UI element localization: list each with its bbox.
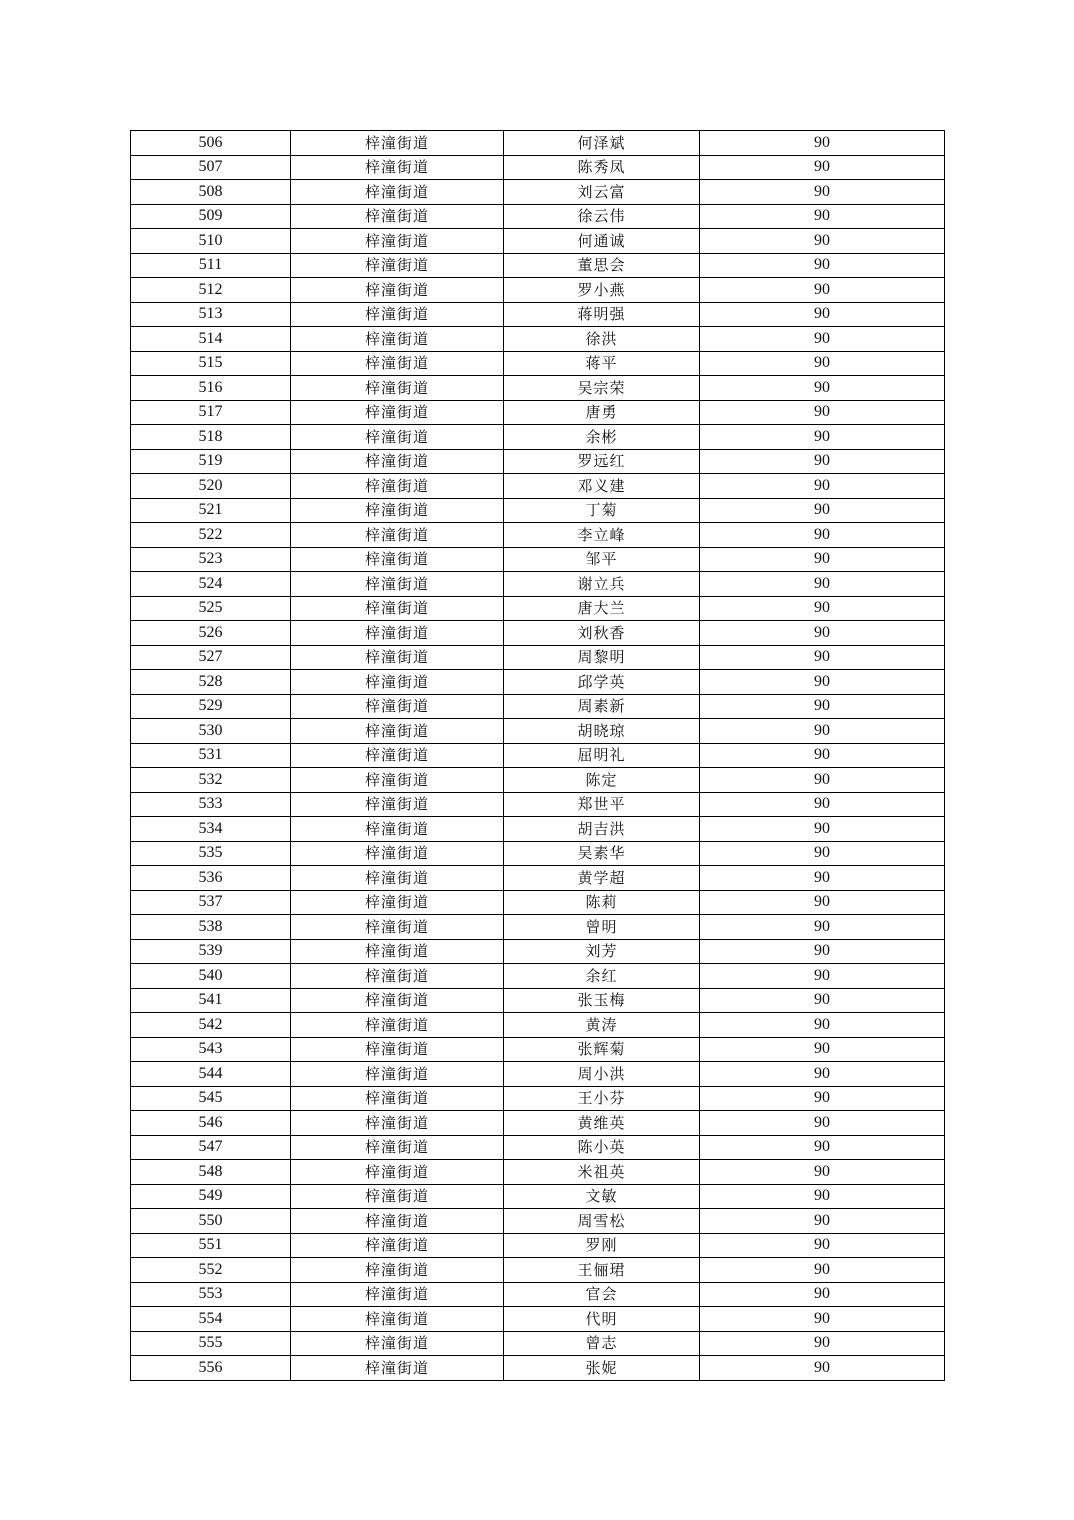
row-number-cell: 524 <box>131 572 291 597</box>
row-number-cell: 507 <box>131 155 291 180</box>
name-cell: 陈小英 <box>504 1135 700 1160</box>
score-cell: 90 <box>700 1160 945 1185</box>
street-cell: 梓潼街道 <box>291 351 504 376</box>
street-cell: 梓潼街道 <box>291 204 504 229</box>
street-cell: 梓潼街道 <box>291 1135 504 1160</box>
roster-table <box>130 130 945 1381</box>
table-row <box>131 621 945 646</box>
row-number-cell: 537 <box>131 890 291 915</box>
roster-table-body <box>131 131 945 1381</box>
table-row <box>131 988 945 1013</box>
row-number-cell: 515 <box>131 351 291 376</box>
table-row <box>131 474 945 499</box>
score-cell: 90 <box>700 817 945 842</box>
score-cell: 90 <box>700 939 945 964</box>
street-cell: 梓潼街道 <box>291 817 504 842</box>
row-number-cell: 553 <box>131 1282 291 1307</box>
row-number-cell: 509 <box>131 204 291 229</box>
street-cell: 梓潼街道 <box>291 302 504 327</box>
name-cell: 董思会 <box>504 253 700 278</box>
name-cell: 刘云富 <box>504 180 700 205</box>
name-cell: 曾明 <box>504 915 700 940</box>
score-cell: 90 <box>700 1037 945 1062</box>
row-number-cell: 538 <box>131 915 291 940</box>
street-cell: 梓潼街道 <box>291 572 504 597</box>
street-cell: 梓潼街道 <box>291 155 504 180</box>
name-cell: 刘芳 <box>504 939 700 964</box>
row-number-cell: 536 <box>131 866 291 891</box>
row-number-cell: 518 <box>131 425 291 450</box>
row-number-cell: 529 <box>131 694 291 719</box>
name-cell: 蒋平 <box>504 351 700 376</box>
street-cell: 梓潼街道 <box>291 596 504 621</box>
score-cell: 90 <box>700 719 945 744</box>
score-cell: 90 <box>700 1356 945 1381</box>
table-row <box>131 866 945 891</box>
name-cell: 罗远红 <box>504 449 700 474</box>
table-row <box>131 278 945 303</box>
table-row <box>131 229 945 254</box>
name-cell: 陈莉 <box>504 890 700 915</box>
row-number-cell: 556 <box>131 1356 291 1381</box>
table-row <box>131 694 945 719</box>
table-row <box>131 376 945 401</box>
score-cell: 90 <box>700 449 945 474</box>
table-row <box>131 792 945 817</box>
street-cell: 梓潼街道 <box>291 327 504 352</box>
row-number-cell: 554 <box>131 1307 291 1332</box>
name-cell: 胡晓琼 <box>504 719 700 744</box>
name-cell: 何通诚 <box>504 229 700 254</box>
score-cell: 90 <box>700 351 945 376</box>
score-cell: 90 <box>700 621 945 646</box>
name-cell: 陈秀凤 <box>504 155 700 180</box>
street-cell: 梓潼街道 <box>291 866 504 891</box>
name-cell: 黄涛 <box>504 1013 700 1038</box>
table-row <box>131 1233 945 1258</box>
row-number-cell: 508 <box>131 180 291 205</box>
score-cell: 90 <box>700 890 945 915</box>
name-cell: 唐勇 <box>504 400 700 425</box>
street-cell: 梓潼街道 <box>291 1037 504 1062</box>
name-cell: 米祖英 <box>504 1160 700 1185</box>
row-number-cell: 541 <box>131 988 291 1013</box>
street-cell: 梓潼街道 <box>291 180 504 205</box>
name-cell: 张辉菊 <box>504 1037 700 1062</box>
street-cell: 梓潼街道 <box>291 1258 504 1283</box>
name-cell: 文敏 <box>504 1184 700 1209</box>
table-row <box>131 1086 945 1111</box>
row-number-cell: 510 <box>131 229 291 254</box>
row-number-cell: 522 <box>131 523 291 548</box>
row-number-cell: 523 <box>131 547 291 572</box>
score-cell: 90 <box>700 327 945 352</box>
street-cell: 梓潼街道 <box>291 278 504 303</box>
row-number-cell: 513 <box>131 302 291 327</box>
street-cell: 梓潼街道 <box>291 694 504 719</box>
table-row <box>131 547 945 572</box>
score-cell: 90 <box>700 792 945 817</box>
table-row <box>131 1184 945 1209</box>
name-cell: 周小洪 <box>504 1062 700 1087</box>
name-cell: 蒋明强 <box>504 302 700 327</box>
table-row <box>131 645 945 670</box>
name-cell: 郑世平 <box>504 792 700 817</box>
table-row <box>131 1258 945 1283</box>
table-row <box>131 1331 945 1356</box>
name-cell: 周黎明 <box>504 645 700 670</box>
score-cell: 90 <box>700 253 945 278</box>
street-cell: 梓潼街道 <box>291 498 504 523</box>
street-cell: 梓潼街道 <box>291 376 504 401</box>
street-cell: 梓潼街道 <box>291 1209 504 1234</box>
street-cell: 梓潼街道 <box>291 792 504 817</box>
name-cell: 周雪松 <box>504 1209 700 1234</box>
name-cell: 唐大兰 <box>504 596 700 621</box>
table-row <box>131 1209 945 1234</box>
street-cell: 梓潼街道 <box>291 890 504 915</box>
score-cell: 90 <box>700 131 945 156</box>
score-cell: 90 <box>700 1062 945 1087</box>
street-cell: 梓潼街道 <box>291 474 504 499</box>
row-number-cell: 516 <box>131 376 291 401</box>
score-cell: 90 <box>700 474 945 499</box>
street-cell: 梓潼街道 <box>291 1160 504 1185</box>
row-number-cell: 520 <box>131 474 291 499</box>
table-row <box>131 204 945 229</box>
score-cell: 90 <box>700 278 945 303</box>
score-cell: 90 <box>700 866 945 891</box>
street-cell: 梓潼街道 <box>291 1013 504 1038</box>
score-cell: 90 <box>700 400 945 425</box>
table-row <box>131 302 945 327</box>
row-number-cell: 534 <box>131 817 291 842</box>
row-number-cell: 533 <box>131 792 291 817</box>
score-cell: 90 <box>700 841 945 866</box>
score-cell: 90 <box>700 694 945 719</box>
row-number-cell: 552 <box>131 1258 291 1283</box>
street-cell: 梓潼街道 <box>291 645 504 670</box>
row-number-cell: 514 <box>131 327 291 352</box>
street-cell: 梓潼街道 <box>291 1282 504 1307</box>
table-row <box>131 1135 945 1160</box>
score-cell: 90 <box>700 204 945 229</box>
street-cell: 梓潼街道 <box>291 1086 504 1111</box>
name-cell: 罗刚 <box>504 1233 700 1258</box>
table-row <box>131 670 945 695</box>
name-cell: 黄学超 <box>504 866 700 891</box>
name-cell: 王俪珺 <box>504 1258 700 1283</box>
street-cell: 梓潼街道 <box>291 523 504 548</box>
score-cell: 90 <box>700 596 945 621</box>
name-cell: 余红 <box>504 964 700 989</box>
table-row <box>131 572 945 597</box>
street-cell: 梓潼街道 <box>291 670 504 695</box>
row-number-cell: 517 <box>131 400 291 425</box>
name-cell: 邓义建 <box>504 474 700 499</box>
street-cell: 梓潼街道 <box>291 547 504 572</box>
name-cell: 张玉梅 <box>504 988 700 1013</box>
street-cell: 梓潼街道 <box>291 719 504 744</box>
score-cell: 90 <box>700 670 945 695</box>
street-cell: 梓潼街道 <box>291 743 504 768</box>
table-row <box>131 351 945 376</box>
name-cell: 官会 <box>504 1282 700 1307</box>
score-cell: 90 <box>700 645 945 670</box>
row-number-cell: 547 <box>131 1135 291 1160</box>
table-row <box>131 841 945 866</box>
street-cell: 梓潼街道 <box>291 1062 504 1087</box>
row-number-cell: 545 <box>131 1086 291 1111</box>
score-cell: 90 <box>700 915 945 940</box>
name-cell: 李立峰 <box>504 523 700 548</box>
score-cell: 90 <box>700 1307 945 1332</box>
score-cell: 90 <box>700 1184 945 1209</box>
street-cell: 梓潼街道 <box>291 131 504 156</box>
street-cell: 梓潼街道 <box>291 449 504 474</box>
row-number-cell: 525 <box>131 596 291 621</box>
name-cell: 邹平 <box>504 547 700 572</box>
row-number-cell: 512 <box>131 278 291 303</box>
street-cell: 梓潼街道 <box>291 1111 504 1136</box>
score-cell: 90 <box>700 1013 945 1038</box>
row-number-cell: 543 <box>131 1037 291 1062</box>
row-number-cell: 548 <box>131 1160 291 1185</box>
row-number-cell: 511 <box>131 253 291 278</box>
score-cell: 90 <box>700 572 945 597</box>
table-row <box>131 964 945 989</box>
row-number-cell: 530 <box>131 719 291 744</box>
name-cell: 徐洪 <box>504 327 700 352</box>
name-cell: 刘秋香 <box>504 621 700 646</box>
row-number-cell: 549 <box>131 1184 291 1209</box>
row-number-cell: 535 <box>131 841 291 866</box>
name-cell: 胡吉洪 <box>504 817 700 842</box>
street-cell: 梓潼街道 <box>291 915 504 940</box>
row-number-cell: 544 <box>131 1062 291 1087</box>
street-cell: 梓潼街道 <box>291 1356 504 1381</box>
table-row <box>131 180 945 205</box>
score-cell: 90 <box>700 1111 945 1136</box>
table-row <box>131 523 945 548</box>
name-cell: 曾志 <box>504 1331 700 1356</box>
table-row <box>131 768 945 793</box>
score-cell: 90 <box>700 743 945 768</box>
row-number-cell: 526 <box>131 621 291 646</box>
table-row <box>131 400 945 425</box>
name-cell: 陈定 <box>504 768 700 793</box>
table-row <box>131 1160 945 1185</box>
row-number-cell: 540 <box>131 964 291 989</box>
table-row <box>131 596 945 621</box>
score-cell: 90 <box>700 768 945 793</box>
row-number-cell: 519 <box>131 449 291 474</box>
row-number-cell: 521 <box>131 498 291 523</box>
row-number-cell: 527 <box>131 645 291 670</box>
table-row <box>131 449 945 474</box>
name-cell: 黄维英 <box>504 1111 700 1136</box>
street-cell: 梓潼街道 <box>291 1184 504 1209</box>
score-cell: 90 <box>700 498 945 523</box>
table-row <box>131 719 945 744</box>
row-number-cell: 542 <box>131 1013 291 1038</box>
name-cell: 余彬 <box>504 425 700 450</box>
street-cell: 梓潼街道 <box>291 1307 504 1332</box>
name-cell: 周素新 <box>504 694 700 719</box>
score-cell: 90 <box>700 523 945 548</box>
row-number-cell: 551 <box>131 1233 291 1258</box>
table-row <box>131 915 945 940</box>
table-row <box>131 498 945 523</box>
street-cell: 梓潼街道 <box>291 621 504 646</box>
table-row <box>131 1356 945 1381</box>
score-cell: 90 <box>700 964 945 989</box>
name-cell: 吴宗荣 <box>504 376 700 401</box>
row-number-cell: 531 <box>131 743 291 768</box>
name-cell: 王小芬 <box>504 1086 700 1111</box>
score-cell: 90 <box>700 1086 945 1111</box>
name-cell: 吴素华 <box>504 841 700 866</box>
name-cell: 何泽斌 <box>504 131 700 156</box>
score-cell: 90 <box>700 1258 945 1283</box>
table-row <box>131 743 945 768</box>
score-cell: 90 <box>700 1282 945 1307</box>
table-row <box>131 1037 945 1062</box>
score-cell: 90 <box>700 1135 945 1160</box>
name-cell: 谢立兵 <box>504 572 700 597</box>
table-row <box>131 939 945 964</box>
name-cell: 屈明礼 <box>504 743 700 768</box>
score-cell: 90 <box>700 988 945 1013</box>
table-row <box>131 253 945 278</box>
table-row <box>131 425 945 450</box>
row-number-cell: 532 <box>131 768 291 793</box>
name-cell: 邱学英 <box>504 670 700 695</box>
score-cell: 90 <box>700 376 945 401</box>
table-row <box>131 1013 945 1038</box>
street-cell: 梓潼街道 <box>291 1331 504 1356</box>
table-row <box>131 890 945 915</box>
street-cell: 梓潼街道 <box>291 400 504 425</box>
street-cell: 梓潼街道 <box>291 988 504 1013</box>
name-cell: 张妮 <box>504 1356 700 1381</box>
name-cell: 代明 <box>504 1307 700 1332</box>
score-cell: 90 <box>700 155 945 180</box>
score-cell: 90 <box>700 180 945 205</box>
name-cell: 徐云伟 <box>504 204 700 229</box>
row-number-cell: 539 <box>131 939 291 964</box>
street-cell: 梓潼街道 <box>291 841 504 866</box>
street-cell: 梓潼街道 <box>291 1233 504 1258</box>
score-cell: 90 <box>700 1331 945 1356</box>
street-cell: 梓潼街道 <box>291 253 504 278</box>
row-number-cell: 555 <box>131 1331 291 1356</box>
street-cell: 梓潼街道 <box>291 964 504 989</box>
table-row <box>131 327 945 352</box>
table-row <box>131 1062 945 1087</box>
score-cell: 90 <box>700 1233 945 1258</box>
table-row <box>131 1111 945 1136</box>
row-number-cell: 546 <box>131 1111 291 1136</box>
score-cell: 90 <box>700 302 945 327</box>
name-cell: 丁菊 <box>504 498 700 523</box>
table-row <box>131 131 945 156</box>
score-cell: 90 <box>700 1209 945 1234</box>
row-number-cell: 550 <box>131 1209 291 1234</box>
street-cell: 梓潼街道 <box>291 939 504 964</box>
street-cell: 梓潼街道 <box>291 425 504 450</box>
score-cell: 90 <box>700 547 945 572</box>
table-row <box>131 1282 945 1307</box>
score-cell: 90 <box>700 425 945 450</box>
table-row <box>131 817 945 842</box>
street-cell: 梓潼街道 <box>291 229 504 254</box>
row-number-cell: 506 <box>131 131 291 156</box>
row-number-cell: 528 <box>131 670 291 695</box>
street-cell: 梓潼街道 <box>291 768 504 793</box>
table-row <box>131 1307 945 1332</box>
score-cell: 90 <box>700 229 945 254</box>
name-cell: 罗小燕 <box>504 278 700 303</box>
table-row <box>131 155 945 180</box>
